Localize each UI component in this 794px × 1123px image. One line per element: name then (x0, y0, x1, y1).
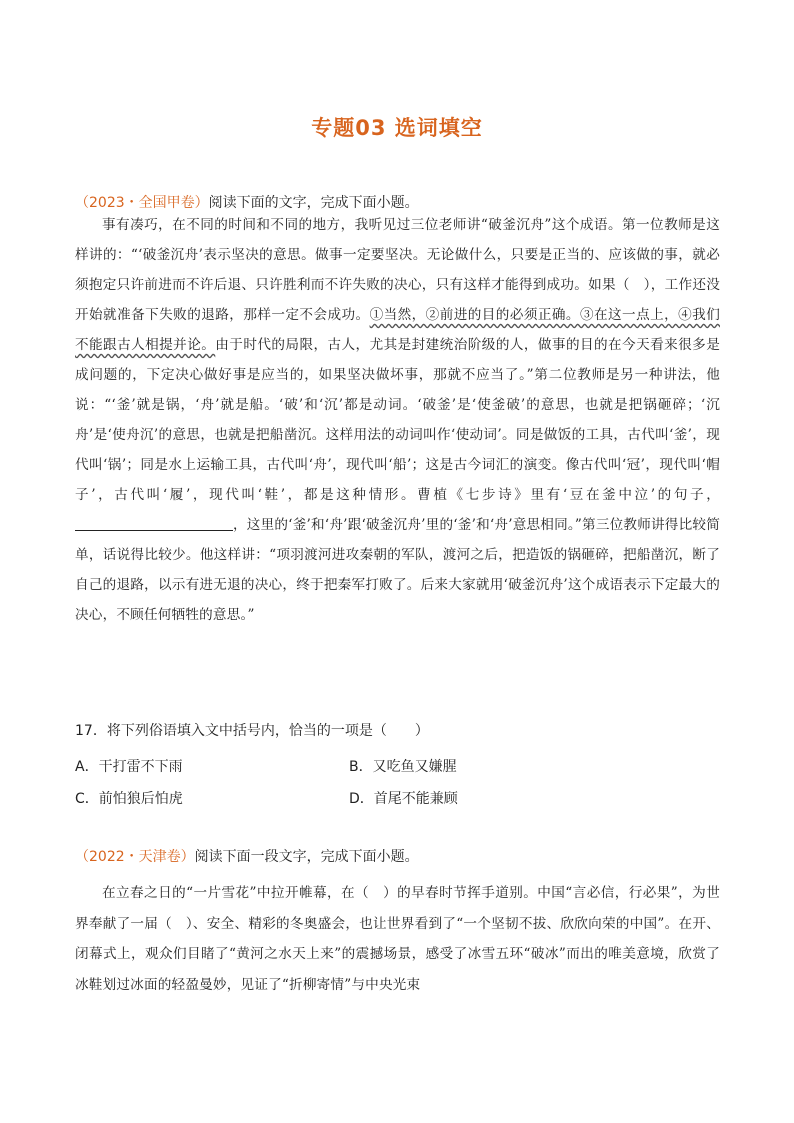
section2-passage (75, 878, 720, 1000)
page-title: 专题03 选词填空 (311, 116, 483, 140)
question-17: 17．将下列俗语填入文中括号内，恰当的一项是（ ） (75, 723, 429, 739)
option-d[interactable]: D．首尾不能兼顾 (349, 791, 458, 807)
passage-paragraph: 在立春之日的“一片雪花”中拉开帷幕，在（ ）的早春时节挥手道别。中国“言必信，行必果”，为世界奉献了一届（ ）、安全、精彩的冬奥盛会，也让世界看到了“一个坚韧不拔、欣欣向荣的中国”。在开、闭幕式上，观众们目睹了“黄河之水天上来”的震撼场景，感受了冰雪五环“破冰”而出的唯美意境，欣赏了冰鞋划过冰面的轻盈曼妙，见证了“折柳寄情”与中央光束 (75, 885, 720, 993)
section1-passage (75, 210, 720, 630)
section1-intro (75, 192, 419, 212)
section1-source: （2023・全国甲卷） (75, 195, 209, 211)
fill-in-blank[interactable] (75, 516, 233, 531)
passage-text-a: 事有凑巧，在不同的时间和不同的地方，我听见过三位老师讲“破釜沉舟”这个成语。第一位教师是这样讲的：“‘破釜沉舟’表示坚决的意思。做事一定要坚决。无论做什么，只要是正当的、应该做的事，就必须抱定只许前进而不许后退、只许胜利而不许失败的决心，只有这样才能得到成功。如果（ ），工作还没开始就准备下失败的退路，那样一定不会成功。 (75, 217, 720, 323)
passage-text-b: 由于时代的局限，古人，尤其是封建统治阶级的人，做事的目的在今天看来很多是成问题的，下定决心做好事是应当的，如果坚决做坏事，那就不应当了。”第二位教师是另一种讲法，他说：“‘釜’就是锅，‘舟’就是船。‘破’和‘沉’都是动词。‘破釜’是‘使釜破’的意思，也就是把锅砸碎；‘沉舟’是‘使舟沉’的意思，也就是把船凿沉。这样用法的动词叫作‘使动词’。同是做饭的工具，古代叫‘釜’，现代叫‘锅’；同是水上运输工具，古代叫‘舟’，现代叫‘船’；这是古今词汇的演变。像古代叫‘冠’，现代叫‘帽子’，古代叫‘履’，现代叫‘鞋’，都是这种情形。曹植《七步诗》里有‘豆在釜中泣’的句子， (75, 337, 721, 503)
section2-intro (75, 846, 419, 866)
option-a[interactable]: A．干打雷不下雨 (75, 759, 183, 775)
option-b[interactable]: B．又吃鱼又嫌腥 (349, 759, 457, 775)
passage-paragraph (75, 210, 720, 630)
section2-instruction: 阅读下面一段文字，完成下面小题。 (194, 849, 419, 865)
option-c[interactable]: C．前怕狼后怕虎 (75, 791, 183, 807)
passage-text-c: ，这里的‘釜’和‘舟’跟‘破釜沉舟’里的‘釜’和‘舟’意思相同。”第三位教师讲得比较简单，话说得比较少。他这样讲：“项羽渡河进攻秦朝的军队，渡河之后，把造饭的锅砸碎，把船凿沉，断了自己的退路，以示有进无退的决心，终于把秦军打败了。后来大家就用‘破釜沉舟’这个成语表示下定最大的决心，不顾任何牺牲的意思。” (75, 517, 720, 623)
section1-instruction: 阅读下面的文字，完成下面小题。 (208, 195, 419, 211)
section2-source: （2022・天津卷） (75, 849, 195, 865)
underlined-sentence: ①当然，②前进的目的必须正确。③在这一点上，④我们不能跟古人相提并论。 (75, 307, 720, 353)
